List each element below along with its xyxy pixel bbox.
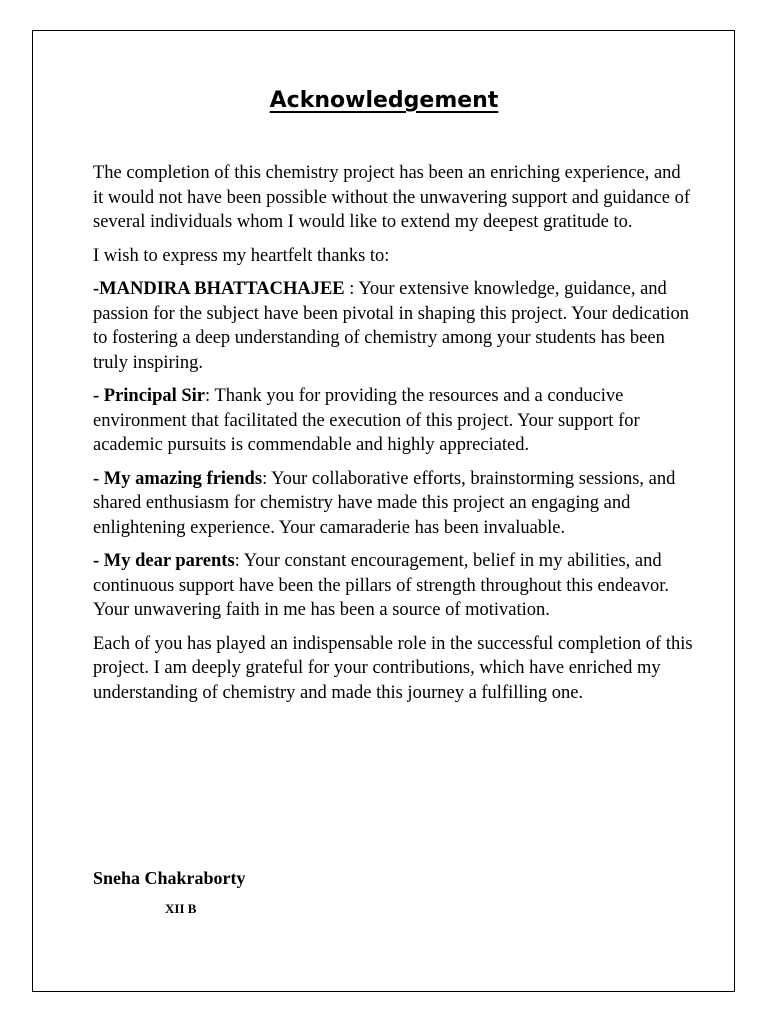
acknowledgement-teacher [93,277,693,375]
acknowledgement-parents [93,549,693,623]
signature-name: Sneha Chakraborty [93,868,246,888]
acknowledgement-name: - Principal Sir [93,386,206,406]
intro-paragraph: The completion of this chemistry project has been an enriching experience, and it would not have been possible without the unwavering support and guidance of several individuals whom I would like to extend my deepest gratitude to. [93,163,691,232]
acknowledgement-text: : Thank you for providing the resources and a conducive environment that facilitated the execution of this project. Your support for academic pursuits is commendable and highly appreciated. [93,386,640,455]
acknowledgement-friends [93,467,693,541]
acknowledgement-name: - My amazing friends [93,468,263,489]
page-title: Acknowledgement [269,88,499,113]
acknowledgement-name: - My dear parents [93,551,235,571]
acknowledgement-name: -MANDIRA BHATTACHAJEE [93,279,345,299]
thanks-lead-paragraph: I wish to express my heartfelt thanks to: [93,245,390,266]
acknowledgement-text: : Your collaborative efforts, brainstorming sessions, and shared enthusiasm for chemistry have made this project an engaging and enlightening experience. Your camaraderie has been invaluable. [93,468,676,538]
acknowledgement-text: : Your constant encouragement, belief in my abilities, and continuous support have been the pillars of strength throughout this endeavor. Your unwavering faith in me has been a source of motivation. [93,551,669,620]
acknowledgement-text: : Your extensive knowledge, guidance, and passion for the subject have been pivotal in shaping this project. Your dedication to fostering a deep understanding of chemistry among your students has been truly inspiring. [93,279,689,373]
document-body [93,161,693,714]
closing-paragraph: Each of you has played an indispensable role in the successful completion of this project. I am deeply grateful for your contributions, which have enriched my understanding of chemistry and made this journey a fulfilling one. [93,633,693,703]
signature-class: XII B [165,901,197,916]
acknowledgement-principal [93,384,693,458]
